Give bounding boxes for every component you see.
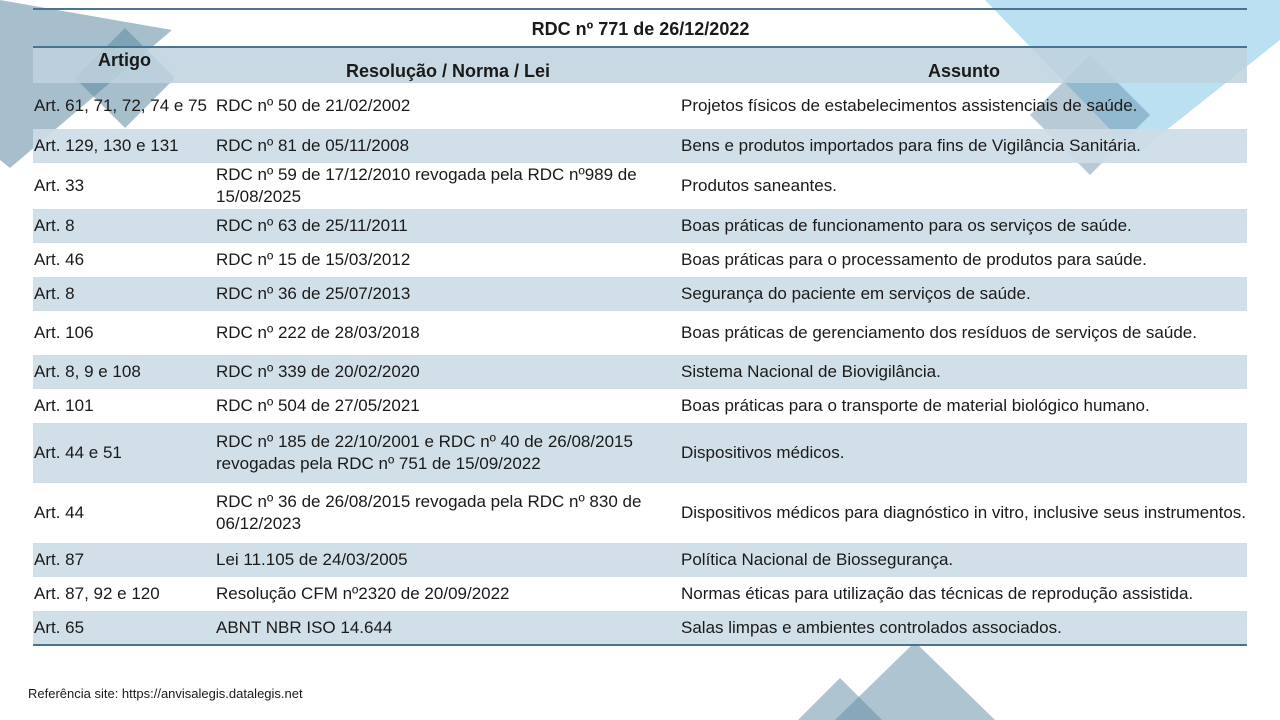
header-artigo: Artigo [33,47,215,83]
cell-artigo: Art. 87 [33,543,215,577]
cell-norma: ABNT NBR ISO 14.644 [215,611,680,645]
cell-norma: RDC nº 185 de 22/10/2001 e RDC nº 40 de 26/08/2015 revogadas pela RDC nº 751 de 15/09/2022 [215,423,680,483]
cell-artigo: Art. 61, 71, 72, 74 e 75 [34,96,207,115]
header-norma: Resolução / Norma / Lei [215,47,680,83]
legislation-table [33,8,1247,646]
cell-artigo: Art. 44 [34,503,85,522]
cell-artigo: Art. 8 [33,209,215,243]
cell-norma: RDC nº 59 de 17/12/2010 revogada pela RDC nº989 de 15/08/2025 [216,165,637,206]
table-row [33,389,1247,423]
cell-assunto: Normas éticas para utilização das técnicas de reprodução assistida. [681,584,1194,603]
cell-norma: RDC nº 15 de 15/03/2012 [216,250,411,269]
cell-assunto: Projetos físicos de estabelecimentos assistenciais de saúde. [681,96,1138,115]
cell-assunto: Salas limpas e ambientes controlados associados. [680,611,1247,645]
cell-assunto: Dispositivos médicos para diagnóstico in vitro, inclusive seus instrumentos. [681,503,1247,522]
cell-artigo: Art. 87, 92 e 120 [34,584,160,603]
cell-assunto: Segurança do paciente em serviços de saúde. [680,277,1247,311]
cell-assunto: Sistema Nacional de Biovigilância. [680,355,1247,389]
cell-norma: RDC nº 50 de 21/02/2002 [216,96,411,115]
legislation-table-container [33,8,1247,646]
cell-assunto: Boas práticas para o transporte de material biológico humano. [681,396,1150,415]
table-header-row [33,47,1247,83]
cell-artigo: Art. 8, 9 e 108 [33,355,215,389]
table-row [33,543,1247,577]
cell-norma: RDC nº 63 de 25/11/2011 [215,209,680,243]
cell-assunto: Boas práticas de funcionamento para os serviços de saúde. [680,209,1247,243]
cell-assunto: Produtos saneantes. [681,176,837,195]
cell-assunto: Política Nacional de Biossegurança. [680,543,1247,577]
cell-assunto: Bens e produtos importados para fins de Vigilância Sanitária. [680,129,1247,163]
table-row [33,423,1247,483]
cell-artigo: Art. 8 [33,277,215,311]
table-row [33,311,1247,355]
table-row [33,277,1247,311]
header-assunto: Assunto [680,47,1247,83]
table-row [33,129,1247,163]
table-row [33,611,1247,645]
cell-artigo: Art. 46 [34,250,85,269]
table-row [33,243,1247,277]
cell-norma: RDC nº 81 de 05/11/2008 [215,129,680,163]
cell-norma: Resolução CFM nº2320 de 20/09/2022 [216,584,510,603]
cell-norma: RDC nº 222 de 28/03/2018 [216,323,420,342]
table-row [33,483,1247,543]
table-title: RDC nº 771 de 26/12/2022 [33,9,1247,47]
cell-assunto: Boas práticas de gerenciamento dos resíduos de serviços de saúde. [681,323,1197,342]
reference-note: Referência site: https://anvisalegis.datalegis.net [28,686,303,701]
table-row [33,163,1247,209]
table-row [33,355,1247,389]
table-row [33,209,1247,243]
cell-artigo: Art. 44 e 51 [33,423,215,483]
cell-artigo: Art. 106 [34,323,94,342]
table-row [33,577,1247,611]
table-row [33,83,1247,129]
table-title-row [33,9,1247,47]
cell-norma: RDC nº 504 de 27/05/2021 [216,396,420,415]
cell-artigo: Art. 129, 130 e 131 [33,129,215,163]
cell-artigo: Art. 65 [33,611,215,645]
cell-artigo: Art. 33 [34,176,85,195]
cell-norma: Lei 11.105 de 24/03/2005 [215,543,680,577]
cell-assunto: Dispositivos médicos. [680,423,1247,483]
cell-artigo: Art. 101 [34,396,94,415]
cell-assunto: Boas práticas para o processamento de produtos para saúde. [681,250,1147,269]
cell-norma: RDC nº 36 de 26/08/2015 revogada pela RDC nº 830 de 06/12/2023 [216,492,642,533]
cell-norma: RDC nº 339 de 20/02/2020 [215,355,680,389]
cell-norma: RDC nº 36 de 25/07/2013 [215,277,680,311]
